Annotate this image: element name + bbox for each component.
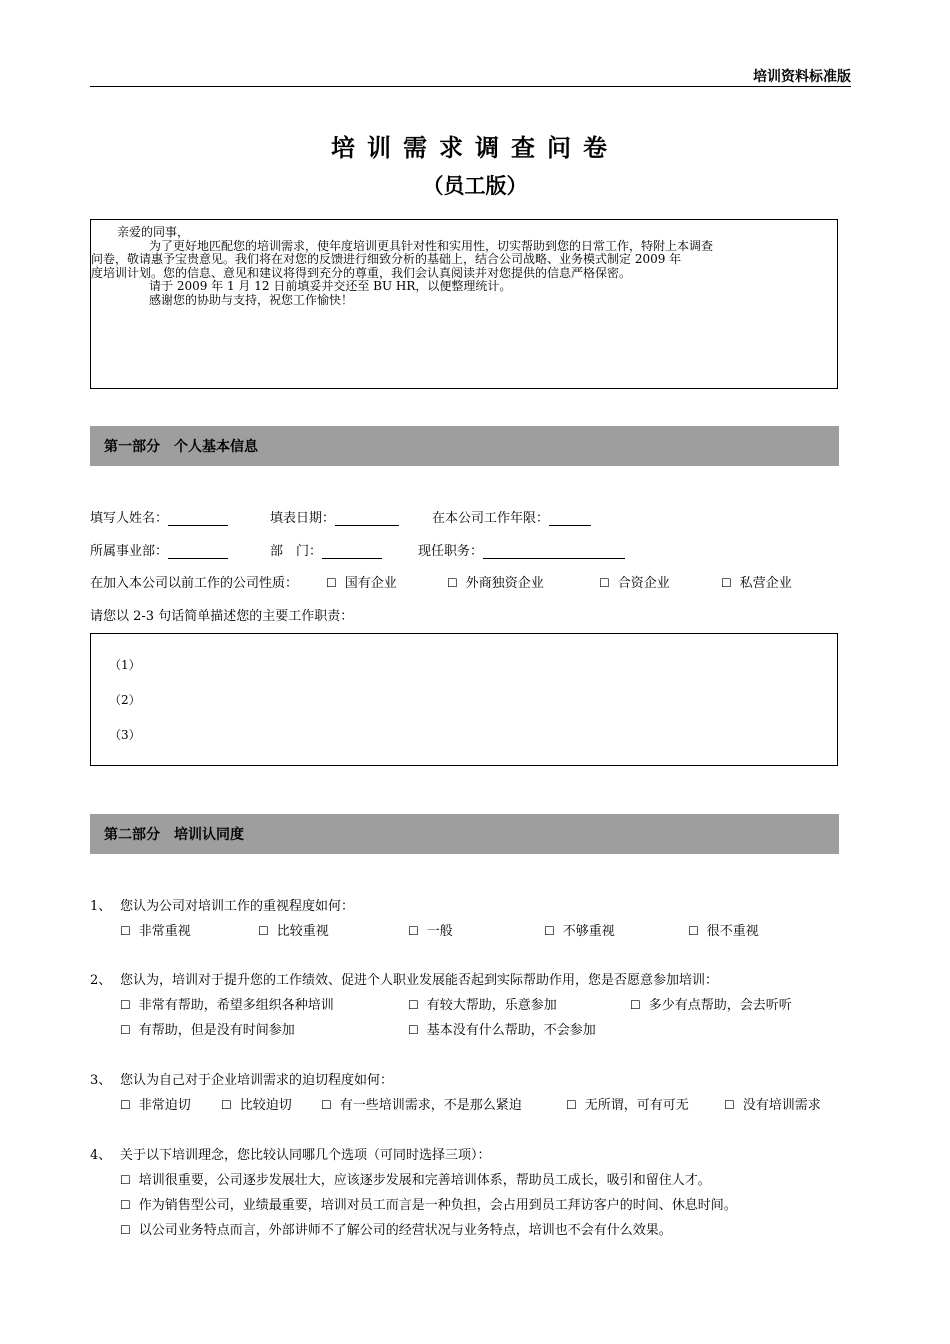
checkbox-icon[interactable]: ☐ xyxy=(447,576,458,590)
question-4-text: 关于以下培训理念，您比较认同哪几个选项（可同时选择三项）： xyxy=(120,1148,491,1163)
checkbox-icon[interactable]: ☐ xyxy=(120,924,131,938)
tenure-field-row xyxy=(432,507,591,526)
checkbox-icon[interactable]: ☐ xyxy=(408,924,419,938)
dept-input[interactable] xyxy=(322,544,382,559)
company-type-option[interactable]: ☐ 国有企业 xyxy=(326,576,397,591)
intro-line-4: 请于 2009 年 1 月 12 日前填妥并交还至 BU HR，以便整理统计。 xyxy=(149,279,512,293)
q2-option[interactable]: ☐ 多少有点帮助，会去听听 xyxy=(630,998,792,1013)
intro-text xyxy=(91,225,807,307)
q2-option[interactable]: ☐ 非常有帮助，希望多组织各种培训 xyxy=(120,998,334,1013)
question-2-text: 您认为，培训对于提升您的工作绩效、促进个人职业发展能否起到实际帮助作用，您是否愿意参加培训： xyxy=(120,973,719,988)
checkbox-icon[interactable]: ☐ xyxy=(321,1098,332,1112)
duty-item-2: （2） xyxy=(109,693,141,707)
company-type-option[interactable]: ☐ 私营企业 xyxy=(721,576,792,591)
q1-option[interactable]: ☐ 不够重视 xyxy=(544,924,615,939)
checkbox-icon[interactable]: ☐ xyxy=(120,1173,131,1187)
q4-option[interactable]: ☐ 培训很重要，公司逐步发展壮大，应该逐步发展和完善培训体系，帮助员工成长，吸引和留住人才。 xyxy=(120,1173,711,1188)
section2-header xyxy=(90,814,839,854)
header-divider xyxy=(90,86,851,87)
date-label: 填表日期： xyxy=(270,511,336,526)
checkbox-icon[interactable]: ☐ xyxy=(566,1098,577,1112)
dept-label: 部 门： xyxy=(270,544,323,559)
company-type-option[interactable]: ☐ 外商独资企业 xyxy=(447,576,544,591)
question-number: 2、 xyxy=(90,973,112,988)
q3-option[interactable]: ☐ 无所谓，可有可无 xyxy=(566,1098,689,1113)
q1-option[interactable]: ☐ 非常重视 xyxy=(120,924,191,939)
checkbox-icon[interactable]: ☐ xyxy=(258,924,269,938)
duty-textarea[interactable] xyxy=(90,633,838,766)
position-input[interactable] xyxy=(483,544,625,559)
duty-item-3: （3） xyxy=(109,728,141,742)
bu-field-row xyxy=(90,540,228,559)
question-number: 1、 xyxy=(90,899,112,914)
tenure-input[interactable] xyxy=(549,511,591,526)
bu-label: 所属事业部： xyxy=(90,544,169,559)
checkbox-icon[interactable]: ☐ xyxy=(120,1223,131,1237)
intro-line-2: 问卷，敬请惠予宝贵意见。我们将在对您的反馈进行细致分析的基础上，结合公司战略、业务模式制定 2009 年 xyxy=(91,252,682,266)
checkbox-icon[interactable]: ☐ xyxy=(544,924,555,938)
tenure-label: 在本公司工作年限： xyxy=(432,511,550,526)
section2-title: 第二部分 培训认同度 xyxy=(104,827,244,843)
checkbox-icon[interactable]: ☐ xyxy=(221,1098,232,1112)
question-1-text: 您认为公司对培训工作的重视程度如何： xyxy=(120,899,355,914)
checkbox-icon[interactable]: ☐ xyxy=(120,1198,131,1212)
company-type-label: 在加入本公司以前工作的公司性质： xyxy=(90,576,299,591)
position-label: 现任职务： xyxy=(418,544,484,559)
date-input[interactable] xyxy=(335,511,399,526)
section1-header xyxy=(90,426,839,466)
q3-option[interactable]: ☐ 非常迫切 xyxy=(120,1098,191,1113)
q3-option[interactable]: ☐ 有一些培训需求，不是那么紧迫 xyxy=(321,1098,522,1113)
checkbox-icon[interactable]: ☐ xyxy=(630,998,641,1012)
q3-option[interactable]: ☐ 没有培训需求 xyxy=(724,1098,821,1113)
company-type-option[interactable]: ☐ 合资企业 xyxy=(599,576,670,591)
question-number: 4、 xyxy=(90,1148,112,1163)
intro-line-5: 感谢您的协助与支持，祝您工作愉快！ xyxy=(149,292,354,307)
name-label: 填写人姓名： xyxy=(90,511,169,526)
header-label: 培训资料标准版 xyxy=(753,69,851,85)
name-input[interactable] xyxy=(168,511,228,526)
intro-box xyxy=(90,219,838,389)
q2-option[interactable]: ☐ 有较大帮助，乐意参加 xyxy=(408,998,557,1013)
q4-option[interactable]: ☐ 以公司业务特点而言，外部讲师不了解公司的经营状况与业务特点，培训也不会有什么效果。 xyxy=(120,1223,672,1238)
duty-prompt: 请您以 2-3 句话简单描述您的主要工作职责： xyxy=(90,609,354,624)
checkbox-icon[interactable]: ☐ xyxy=(408,998,419,1012)
name-field-row xyxy=(90,507,228,526)
page-title: 培训需求调查问卷 xyxy=(331,134,619,162)
bu-input[interactable] xyxy=(168,544,228,559)
q1-option[interactable]: ☐ 很不重视 xyxy=(688,924,759,939)
position-field-row xyxy=(418,540,625,559)
checkbox-icon[interactable]: ☐ xyxy=(326,576,337,590)
q2-option[interactable]: ☐ 基本没有什么帮助，不会参加 xyxy=(408,1023,596,1038)
page-subtitle: （员工版） xyxy=(422,174,528,198)
duty-item-1: （1） xyxy=(109,658,141,672)
intro-line-3: 度培训计划。您的信息、意见和建议将得到充分的尊重，我们会认真阅读并对您提供的信息严格保密。 xyxy=(91,265,632,280)
checkbox-icon[interactable]: ☐ xyxy=(599,576,610,590)
section1-title: 第一部分 个人基本信息 xyxy=(104,439,258,455)
checkbox-icon[interactable]: ☐ xyxy=(408,1023,419,1037)
q1-option[interactable]: ☐ 一般 xyxy=(408,924,453,939)
q4-option[interactable]: ☐ 作为销售型公司，业绩最重要，培训对员工而言是一种负担，会占用到员工拜访客户的时间、休息时间。 xyxy=(120,1198,737,1213)
dept-field-row xyxy=(270,540,382,559)
q3-option[interactable]: ☐ 比较迫切 xyxy=(221,1098,292,1113)
intro-line-1: 为了更好地匹配您的培训需求，使年度培训更具针对性和实用性，切实帮助到您的日常工作，特附上本调查 xyxy=(149,238,714,253)
question-number: 3、 xyxy=(90,1073,112,1088)
checkbox-icon[interactable]: ☐ xyxy=(120,1098,131,1112)
checkbox-icon[interactable]: ☐ xyxy=(120,998,131,1012)
intro-greeting: 亲爱的同事， xyxy=(117,225,190,239)
checkbox-icon[interactable]: ☐ xyxy=(724,1098,735,1112)
q2-option[interactable]: ☐ 有帮助，但是没有时间参加 xyxy=(120,1023,295,1038)
question-3-text: 您认为自己对于企业培训需求的迫切程度如何： xyxy=(120,1073,394,1088)
date-field-row xyxy=(270,507,399,526)
checkbox-icon[interactable]: ☐ xyxy=(688,924,699,938)
q1-option[interactable]: ☐ 比较重视 xyxy=(258,924,329,939)
checkbox-icon[interactable]: ☐ xyxy=(120,1023,131,1037)
checkbox-icon[interactable]: ☐ xyxy=(721,576,732,590)
